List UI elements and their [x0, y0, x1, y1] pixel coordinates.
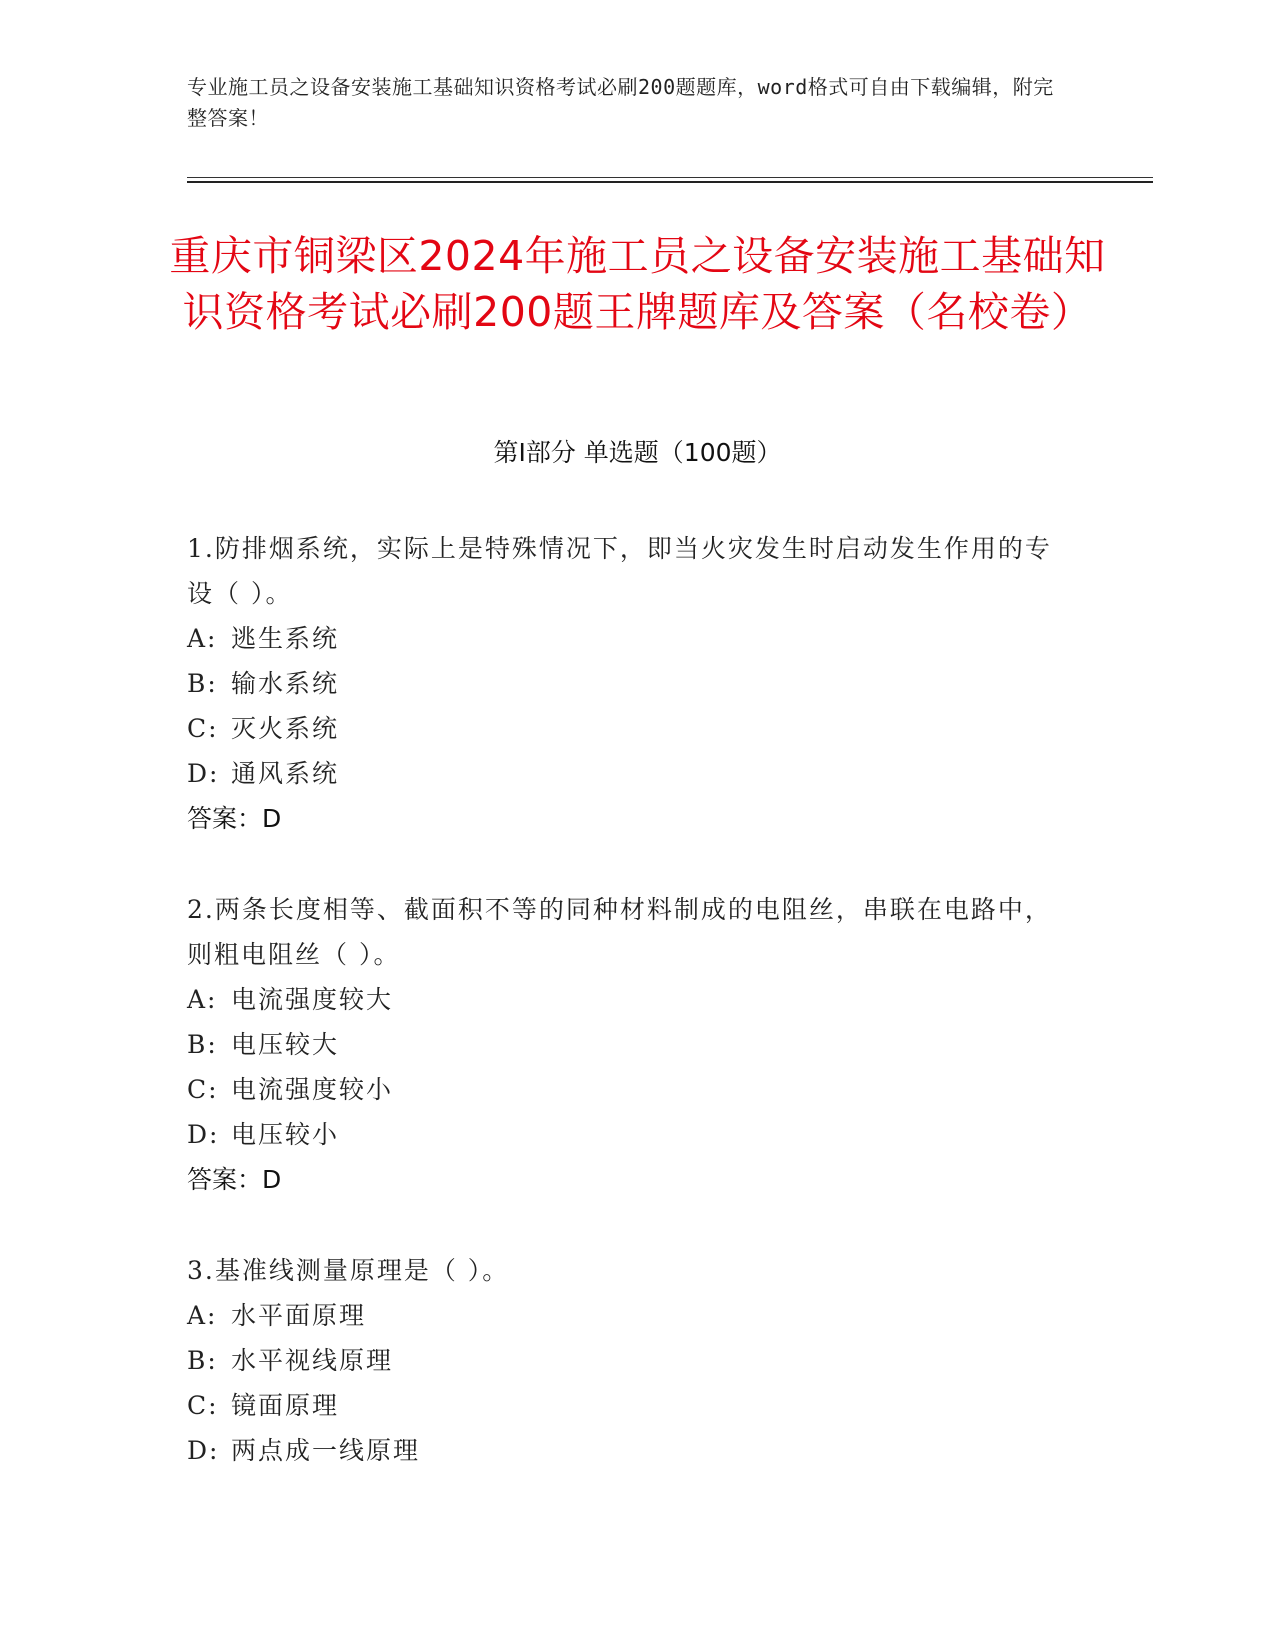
option-text: 两点成一线原理 — [231, 1436, 421, 1465]
question-stem: 3.基准线测量原理是（ ）。 — [187, 1256, 510, 1285]
option-b — [187, 1022, 1067, 1067]
header-divider-thick — [187, 181, 1153, 183]
header-divider-thin — [187, 177, 1153, 178]
option-text: 逃生系统 — [231, 624, 340, 653]
option-c — [187, 706, 1067, 751]
option-text: 通风系统 — [231, 759, 340, 788]
option-key: C: — [187, 1391, 219, 1420]
option-a — [187, 977, 1067, 1022]
question-item — [187, 526, 1067, 841]
question-stem: 2.两条长度相等、截面积不等的同种材料制成的电阻丝，串联在电路中，则粗电阻丝（ ）。 — [187, 895, 1052, 969]
option-text: 灭火系统 — [231, 714, 340, 743]
option-key: B: — [187, 1030, 218, 1059]
option-text: 输水系统 — [231, 669, 340, 698]
option-key: B: — [187, 1346, 218, 1375]
option-key: C: — [187, 1075, 219, 1104]
option-d — [187, 1428, 1067, 1473]
question-list — [187, 526, 1067, 1519]
option-text: 电压较大 — [231, 1030, 340, 1059]
option-key: A: — [187, 624, 218, 653]
question-item — [187, 887, 1067, 1202]
section-title: 第I部分 单选题（100题） — [493, 438, 782, 467]
option-text: 电压较小 — [231, 1120, 340, 1149]
option-text: 水平面原理 — [231, 1301, 367, 1330]
option-a — [187, 616, 1067, 661]
option-key: D: — [187, 1120, 220, 1149]
option-c — [187, 1067, 1067, 1112]
option-key: A: — [187, 985, 218, 1014]
option-c — [187, 1383, 1067, 1428]
option-key: D: — [187, 759, 220, 788]
option-d — [187, 751, 1067, 796]
option-text: 镜面原理 — [231, 1391, 340, 1420]
answer-line: 答案：D — [187, 804, 282, 833]
option-d — [187, 1112, 1067, 1157]
question-item — [187, 1248, 1067, 1473]
option-key: A: — [187, 1301, 218, 1330]
option-a — [187, 1293, 1067, 1338]
option-b — [187, 661, 1067, 706]
option-text: 电流强度较大 — [231, 985, 394, 1014]
option-b — [187, 1338, 1067, 1383]
header-note: 专业施工员之设备安装施工基础知识资格考试必刷200题题库，word格式可自由下载编辑，附完整答案！ — [187, 75, 1054, 130]
option-text: 电流强度较小 — [231, 1075, 394, 1104]
option-key: D: — [187, 1436, 220, 1465]
document-title: 重庆市铜梁区2024年施工员之设备安装施工基础知识资格考试必刷200题王牌题库及答案（名校卷） — [169, 232, 1106, 336]
option-key: B: — [187, 669, 218, 698]
question-stem: 1.防排烟系统，实际上是特殊情况下，即当火灾发生时启动发生作用的专设（ ）。 — [187, 534, 1052, 608]
option-text: 水平视线原理 — [231, 1346, 394, 1375]
answer-line: 答案：D — [187, 1165, 282, 1194]
option-key: C: — [187, 714, 219, 743]
